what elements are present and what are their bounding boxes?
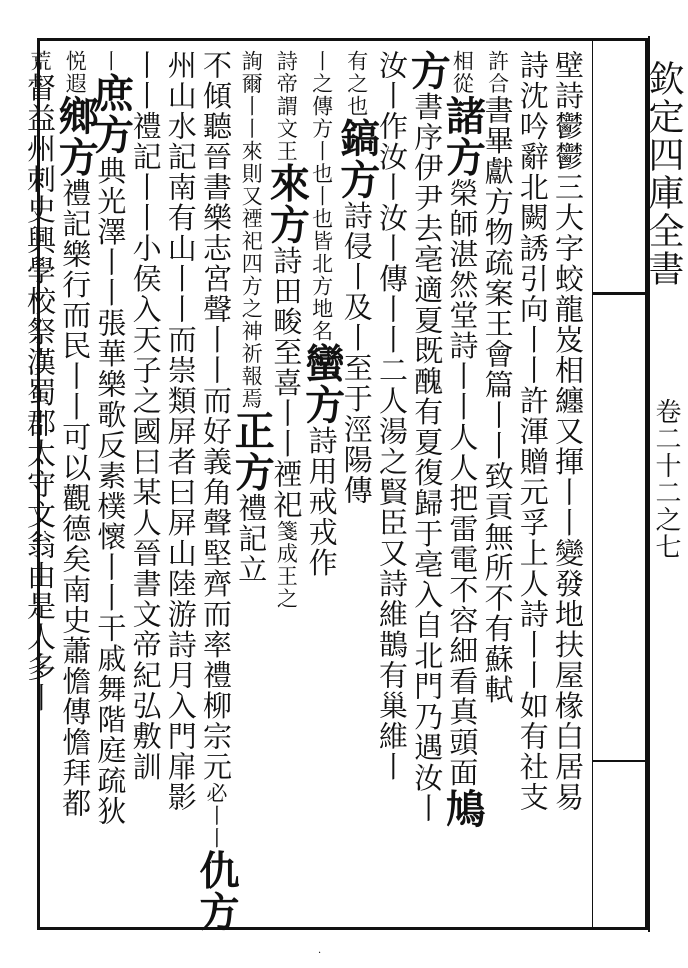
- annotation-text: 相從: [450, 50, 475, 95]
- entry-heading: 庶方: [87, 72, 135, 156]
- annotation-text: 丨之傳方: [309, 50, 334, 140]
- entry-heading: 鄉方: [52, 95, 100, 178]
- body-text: 督益州刺史興學校祭漢蜀郡太守文翁由是人多丨: [23, 72, 57, 713]
- body-text: 詩侵丨及丨至于涇陽傳: [339, 200, 374, 506]
- body-text: 榮師湛然堂詩丨丨人人把雷電不容細看真頭面: [445, 178, 480, 788]
- margin-divider: [592, 38, 593, 930]
- entry-heading: 仇方: [193, 849, 240, 933]
- entry-heading: 正方: [228, 410, 276, 493]
- body-text: 丨丨禮記丨丨小侯入天子之國曰某人晉書文帝紀弘敷訓: [128, 50, 163, 782]
- annotation-text: 有之也: [344, 50, 369, 118]
- body-text: 禮記立: [234, 493, 269, 585]
- body-text: 書畢獻方物疏案王會篇丨丨致貢無所不有蘇軾: [480, 95, 515, 705]
- body-text: 書序伊尹去亳適夏既醜有夏復歸于亳入自北門乃遇汝丨: [410, 91, 445, 824]
- body-text: 不傾聽晉書樂志宮聲丨丨而好義角聲堅齊而率禮柳宗元: [199, 50, 233, 782]
- annotation-text: 來則又禋祀四方之神祈報焉: [239, 140, 264, 410]
- fishtail-rule-lower: [592, 760, 648, 762]
- annotation-text: 荒: [28, 50, 52, 73]
- annotation-text: 丨: [98, 50, 123, 73]
- annotation-text: 箋成王之: [274, 520, 299, 610]
- fishtail-rule: [592, 292, 648, 295]
- entry-heading: 來方: [263, 162, 311, 246]
- entry-heading: 蠻方: [298, 342, 346, 426]
- annotation-text: 許合: [485, 50, 510, 95]
- body-text: 典光澤丨丨張華樂歌反素樸懷丨丨干戚舞階庭疏狄: [93, 155, 128, 827]
- body-text: 詩用戒戎作: [304, 425, 339, 578]
- volume-label: 卷二十二之七: [651, 398, 681, 560]
- entry-heading: 鎬方: [333, 117, 381, 201]
- annotation-text: 詢爾丨丨: [239, 50, 264, 140]
- annotation-text: 遐: [63, 72, 88, 95]
- body-text: 壁詩鬱鬱三大字蛟龍岌相纏又揮丨丨變發地扶屋椽白居易: [551, 50, 585, 813]
- body-text: 禮記樂行而民丨丨可以觀德矣南史蕭憺傳憺拜都: [58, 178, 93, 819]
- body-text: 詩沈吟辭北闕誘引向丨丨許渾贈元孚上人詩丨丨如有社支: [515, 50, 550, 813]
- entry-heading: 方: [404, 50, 452, 92]
- page-dot: ·: [318, 948, 322, 959]
- entry-heading: 鳩: [439, 788, 487, 830]
- annotation-text: 丨也丨也皆北方地名: [309, 140, 334, 343]
- running-title: 欽定四庫全書: [643, 60, 684, 288]
- annotation-text: 悦: [63, 50, 88, 73]
- annotation-text: 詩帝謂文王: [274, 50, 299, 163]
- text-column: [17, 50, 63, 920]
- entry-heading: 諸方: [439, 95, 487, 178]
- body-text: 州山水記南有山丨丨而崇類屏者曰屏山陸游詩月入門扉影: [163, 50, 198, 813]
- body-text: 詩田畯至喜丨丨禋祀: [269, 245, 304, 520]
- annotation-text: 必丨丨: [204, 782, 228, 850]
- body-text: 汝丨作汝丨汝丨傳丨丨二人湯之賢臣又詩維鵲有巢維丨: [375, 50, 409, 782]
